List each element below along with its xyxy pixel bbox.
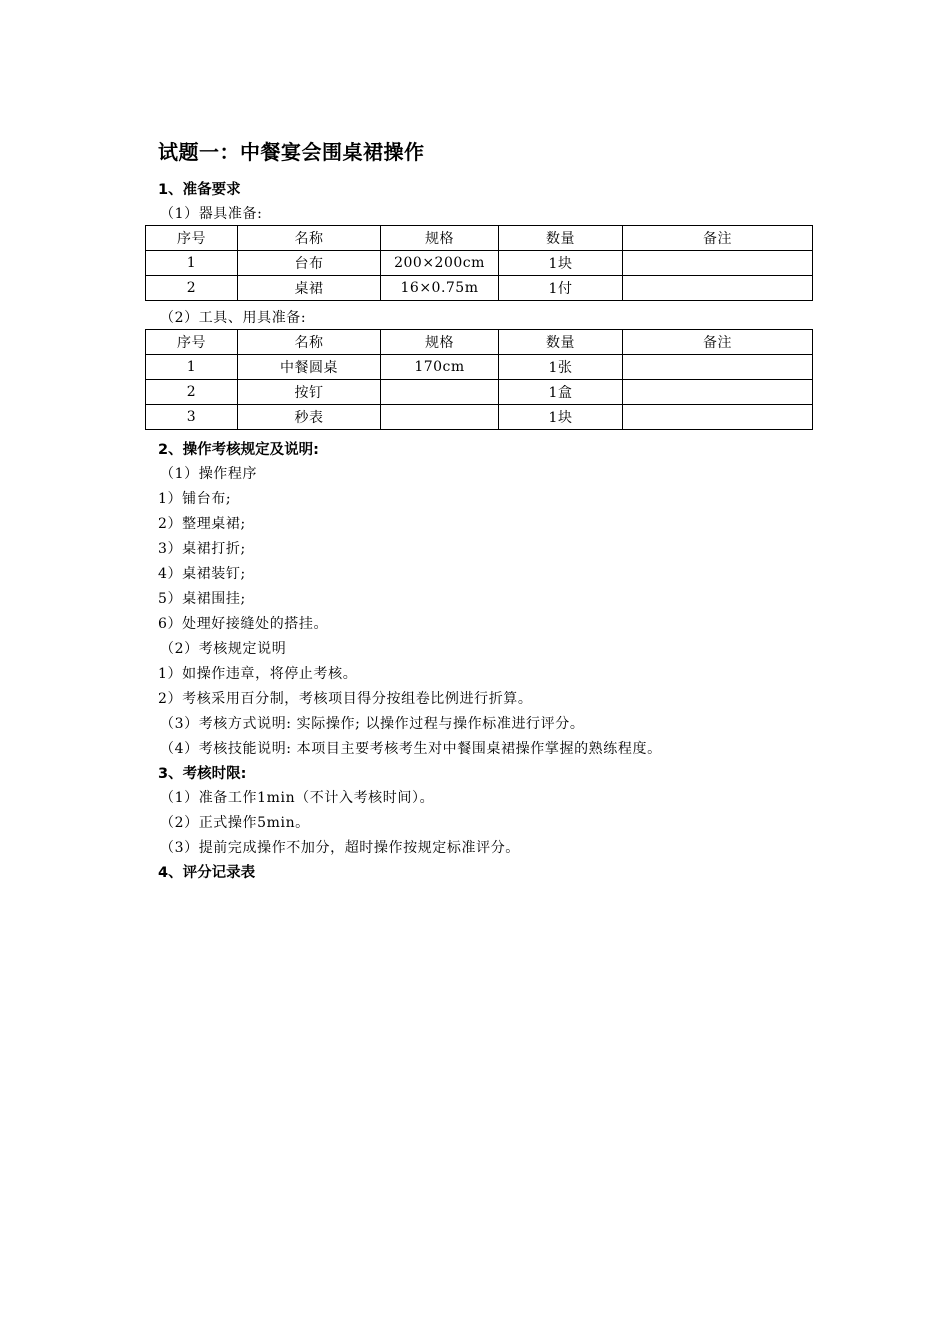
equipment-label: （1）器具准备:: [160, 206, 263, 222]
table-cell: 2: [146, 380, 238, 405]
table-cell: [623, 251, 813, 276]
table-cell: 1盒: [499, 380, 623, 405]
table-cell: 1块: [499, 405, 623, 430]
table-cell: [381, 380, 499, 405]
table-cell: 台布: [238, 251, 381, 276]
table-cell: 1: [146, 355, 238, 380]
procedure-step: 5）桌裙围挂;: [158, 591, 246, 607]
time-limit-item: （3）提前完成操作不加分，超时操作按规定标准评分。: [160, 840, 520, 856]
column-header: 备注: [623, 330, 813, 355]
table-cell: 按钉: [238, 380, 381, 405]
table-cell: [623, 405, 813, 430]
table-cell: 2: [146, 276, 238, 301]
rule-item: 2）考核采用百分制，考核项目得分按组卷比例进行折算。: [158, 691, 533, 707]
procedure-step: 2）整理桌裙;: [158, 516, 246, 532]
table-row: [146, 276, 813, 301]
column-header: 名称: [238, 330, 381, 355]
section-2-heading: 2、操作考核规定及说明:: [158, 442, 319, 458]
equipment-table: [145, 225, 813, 301]
table-cell: [623, 380, 813, 405]
section-4-heading: 4、评分记录表: [158, 865, 256, 881]
table-header-row: [146, 330, 813, 355]
column-header: 备注: [623, 226, 813, 251]
table-cell: 1张: [499, 355, 623, 380]
table-cell: 1块: [499, 251, 623, 276]
table-row: [146, 355, 813, 380]
table-row: [146, 251, 813, 276]
column-header: 名称: [238, 226, 381, 251]
table-cell: 1: [146, 251, 238, 276]
time-limit-item: （1）准备工作1min（不计入考核时间）。: [160, 790, 435, 806]
table-cell: 中餐圆桌: [238, 355, 381, 380]
procedure-step: 4）桌裙装钉;: [158, 566, 246, 582]
table-cell: 秒表: [238, 405, 381, 430]
rules-label: （2）考核规定说明: [160, 641, 287, 657]
page-title: 试题一：中餐宴会围桌裙操作: [158, 140, 425, 164]
table-cell: 桌裙: [238, 276, 381, 301]
column-header: 数量: [499, 330, 623, 355]
skill-description: （4）考核技能说明: 本项目主要考核考生对中餐围桌裙操作掌握的熟练程度。: [160, 741, 662, 757]
table-cell: 170cm: [381, 355, 499, 380]
section-3-heading: 3、考核时限:: [158, 766, 247, 782]
table-cell: [623, 355, 813, 380]
column-header: 序号: [146, 330, 238, 355]
tools-table: [145, 329, 813, 430]
table-cell: 1付: [499, 276, 623, 301]
table-cell: 3: [146, 405, 238, 430]
table-header-row: [146, 226, 813, 251]
tools-label: （2）工具、用具准备:: [160, 310, 307, 326]
procedure-label: （1）操作程序: [160, 466, 258, 482]
rule-item: 1）如操作违章，将停止考核。: [158, 666, 358, 682]
method-description: （3）考核方式说明: 实际操作; 以操作过程与操作标准进行评分。: [160, 716, 585, 732]
table-cell: [381, 405, 499, 430]
section-1-heading: 1、准备要求: [158, 182, 241, 198]
table-row: [146, 405, 813, 430]
table-cell: [623, 276, 813, 301]
procedure-step: 1）铺台布;: [158, 491, 232, 507]
column-header: 规格: [381, 330, 499, 355]
procedure-step: 6）处理好接缝处的搭挂。: [158, 616, 329, 632]
table-cell: 200×200cm: [381, 251, 499, 276]
column-header: 规格: [381, 226, 499, 251]
table-row: [146, 380, 813, 405]
time-limit-item: （2）正式操作5min。: [160, 815, 310, 831]
column-header: 序号: [146, 226, 238, 251]
column-header: 数量: [499, 226, 623, 251]
table-cell: 16×0.75m: [381, 276, 499, 301]
procedure-step: 3）桌裙打折;: [158, 541, 246, 557]
